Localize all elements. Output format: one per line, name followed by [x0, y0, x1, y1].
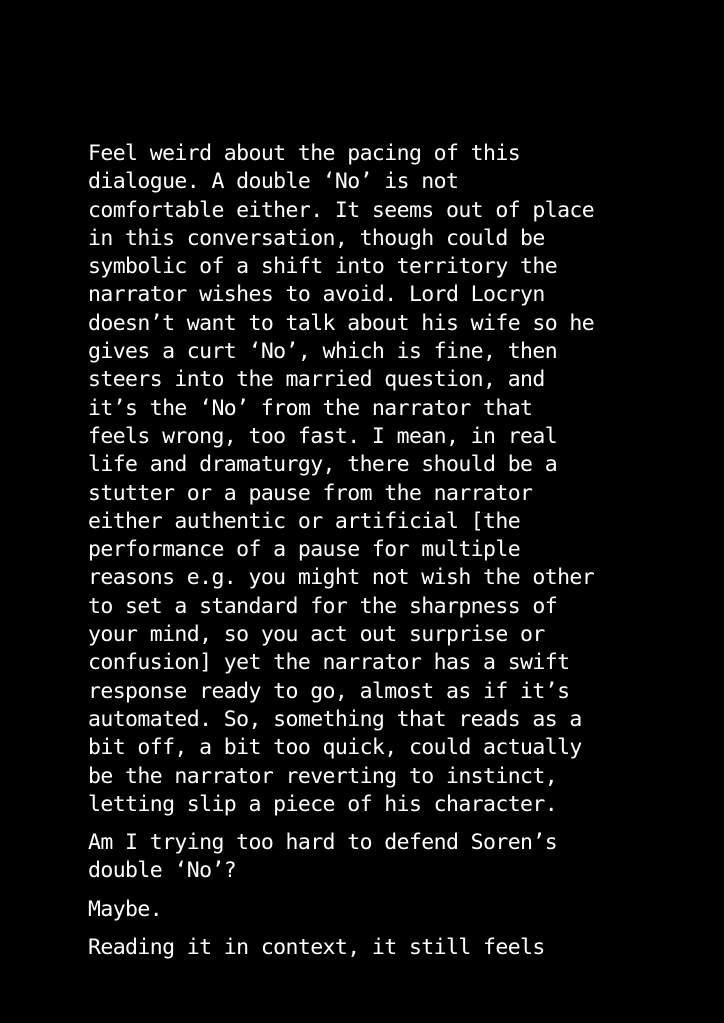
text-line: bit off, a bit too quick, could actually: [88, 735, 582, 761]
text-line: feels wrong, too fast. I mean, in real: [88, 423, 558, 449]
text-line: it’s the ‘No’ from the narrator that: [88, 395, 533, 421]
text-line: confusion] yet the narrator has a swift: [88, 650, 570, 676]
paragraph-1: [88, 140, 708, 819]
text-line: Am I trying too hard to defend Soren’s: [88, 830, 558, 856]
text-line: symbolic of a shift into territory the: [88, 254, 558, 280]
text-line: narrator wishes to avoid. Lord Locryn: [88, 282, 545, 308]
text-line: Reading it in context, it still feels: [88, 935, 545, 961]
text-line: letting slip a piece of his character.: [88, 791, 558, 817]
text-line: performance of a pause for multiple: [88, 537, 521, 563]
text-line: gives a curt ‘No’, which is fine, then: [88, 339, 558, 365]
text-line: double ‘No’?: [88, 858, 237, 884]
text-line: stutter or a pause from the narrator: [88, 480, 533, 506]
text-line: to set a standard for the sharpness of: [88, 593, 558, 619]
text-line: life and dramaturgy, there should be a: [88, 452, 558, 478]
text-body: [88, 140, 708, 962]
text-line: your mind, so you act out surprise or: [88, 622, 545, 648]
text-line: be the narrator reverting to instinct,: [88, 763, 558, 789]
text-line: reasons e.g. you might not wish the other: [88, 565, 595, 591]
text-line: comfortable either. It seems out of place: [88, 197, 595, 223]
text-line: either authentic or artificial [the: [88, 508, 521, 534]
paragraph-2: [88, 829, 708, 886]
paragraph-4: [88, 934, 708, 962]
text-line: steers into the married question, and: [88, 367, 545, 393]
text-line: in this conversation, though could be: [88, 225, 545, 251]
text-line: response ready to go, almost as if it’s: [88, 678, 570, 704]
paragraph-3: [88, 896, 708, 924]
text-line: automated. So, something that reads as a: [88, 706, 582, 732]
text-line: dialogue. A double ‘No’ is not: [88, 169, 459, 195]
text-line: doesn’t want to talk about his wife so he: [88, 310, 595, 336]
text-line: Maybe.: [88, 896, 163, 922]
text-line: Feel weird about the pacing of this: [88, 141, 521, 166]
